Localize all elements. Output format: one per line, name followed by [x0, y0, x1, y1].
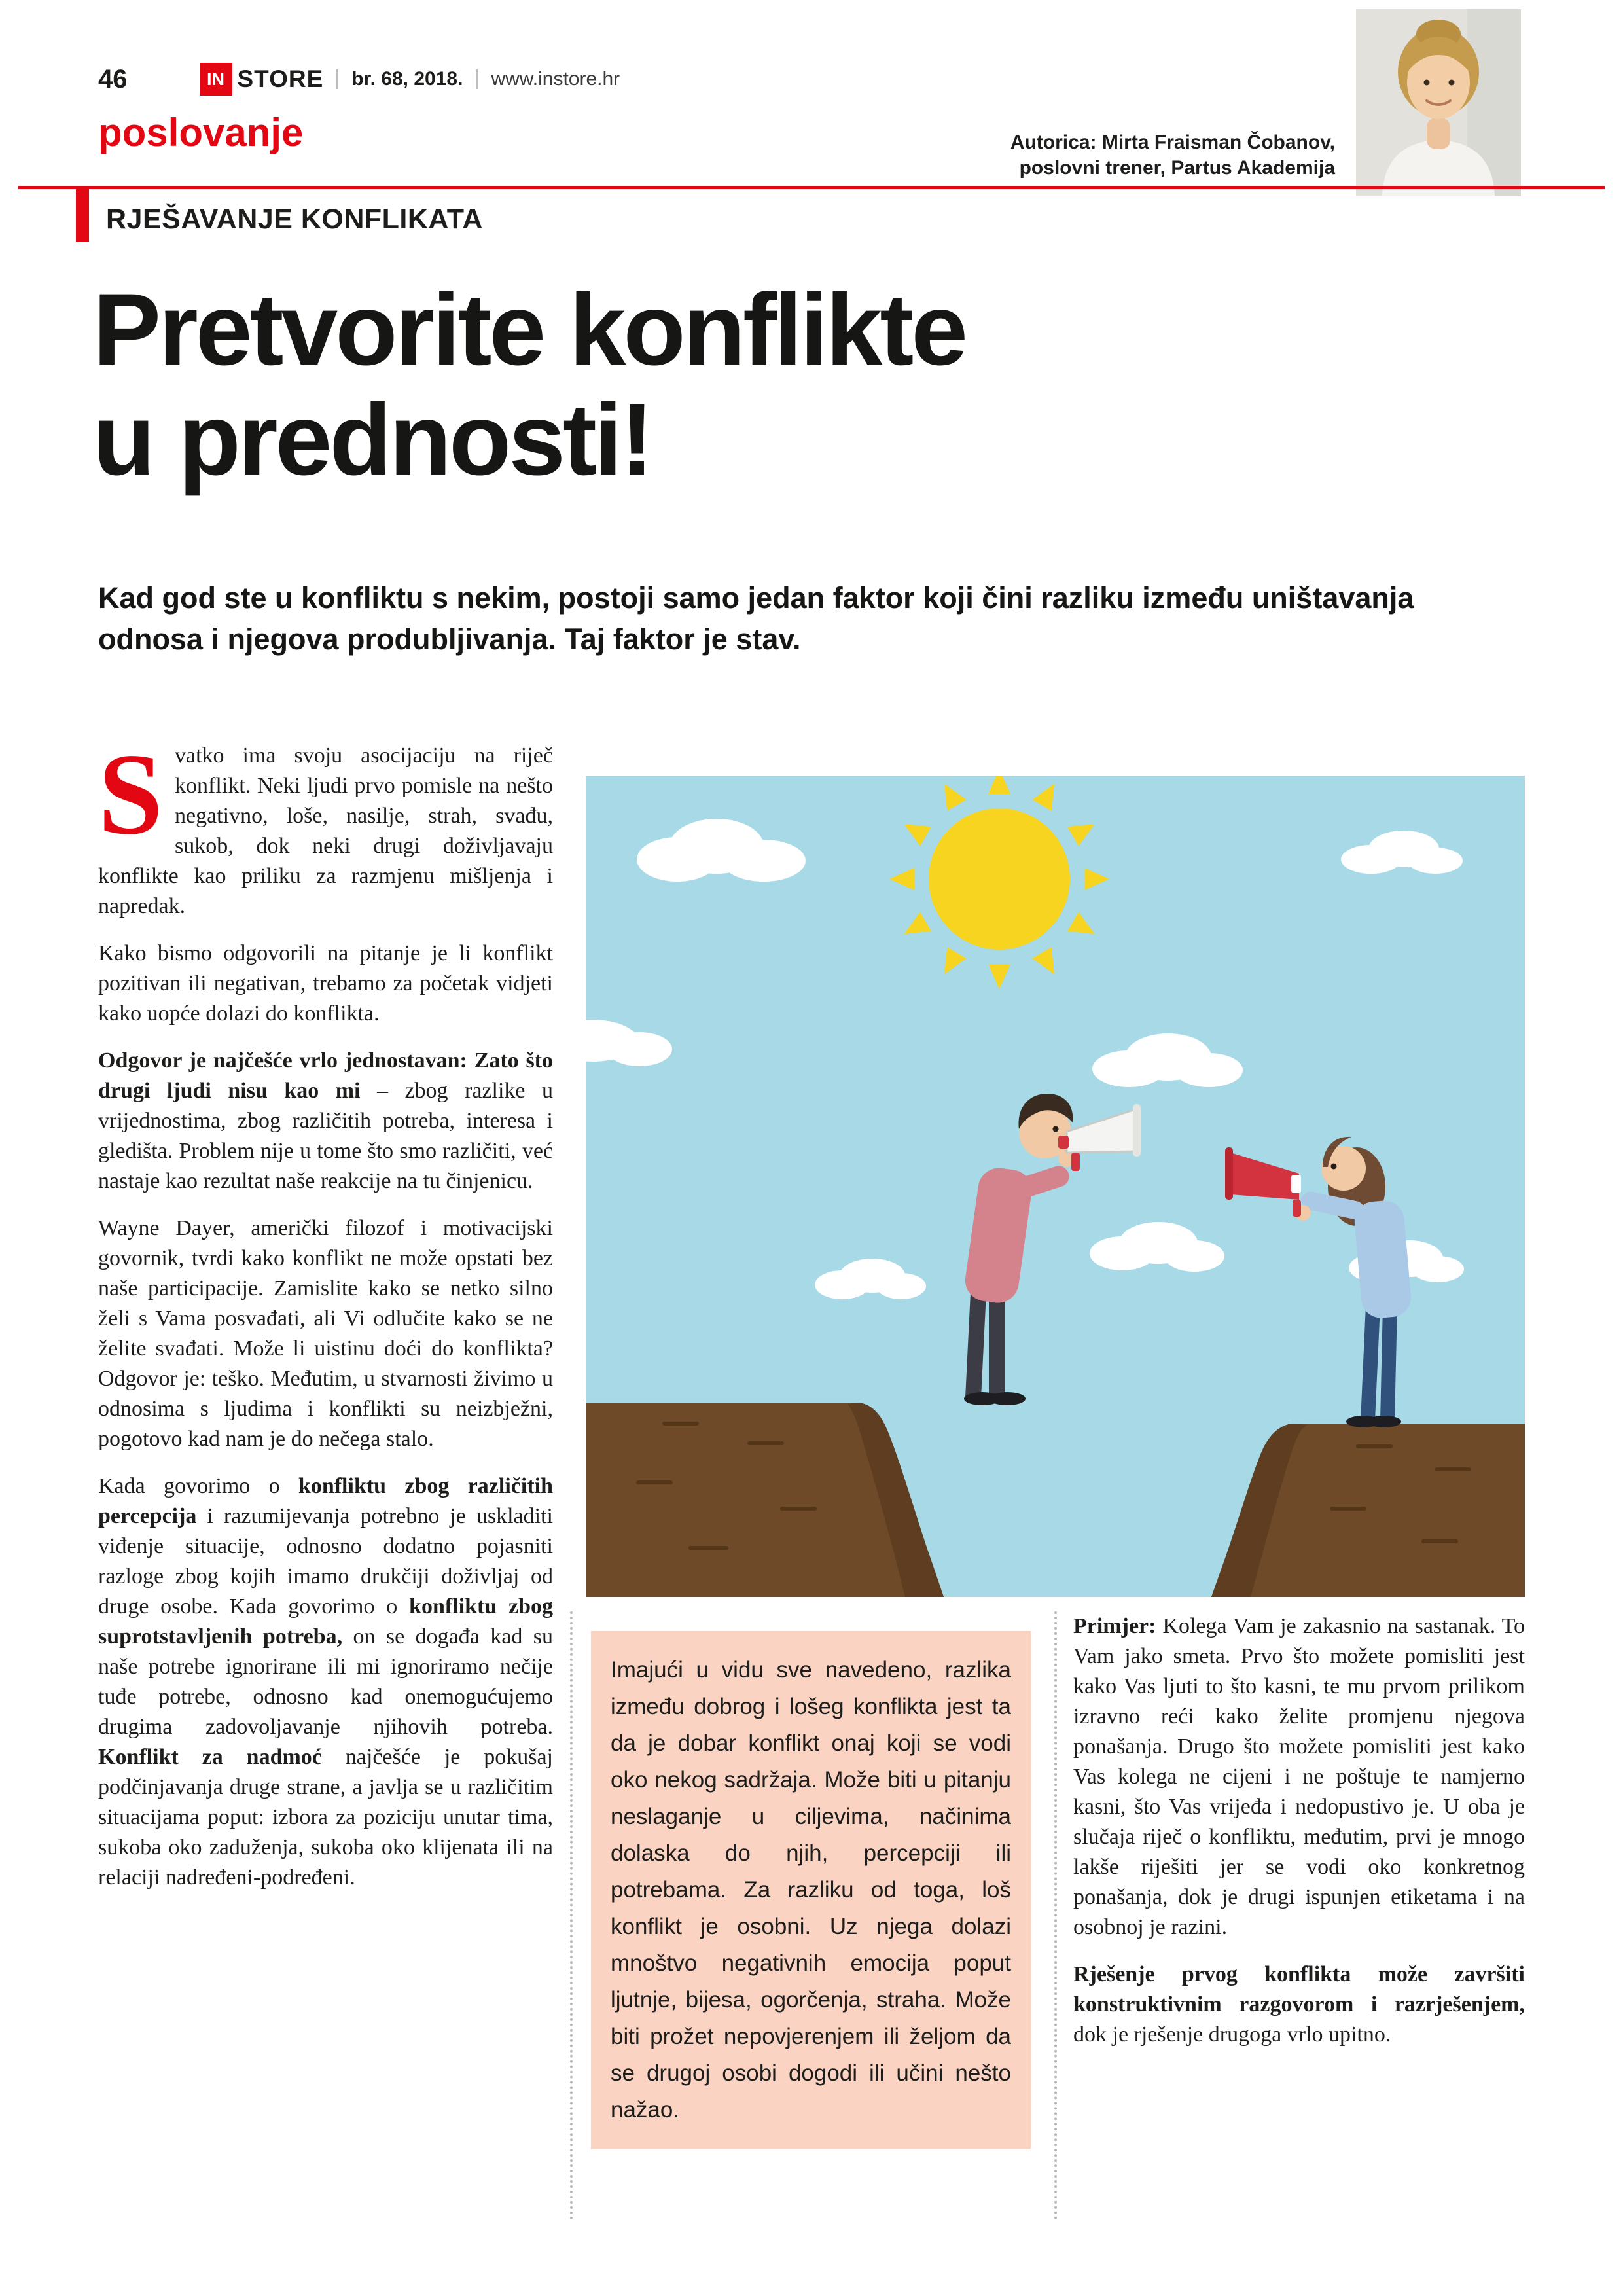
- headline-line-1: Pretvorite konflikte: [93, 273, 966, 387]
- kicker: [76, 189, 483, 242]
- page-number: 46: [98, 64, 128, 94]
- column-divider: [1054, 1611, 1057, 2220]
- paragraph-2: Kako bismo odgovorili na pitanje je li konflikt pozitivan ili negativan, trebamo za početak vidjeti kako uopće dolazi do konflikta.: [98, 941, 553, 1026]
- article-lead: Kad god ste u konfliktu s nekim, postoji samo jedan faktor koji čini razliku između uništavanja odnosa i njegova produbljivanja. Taj faktor je stav.: [98, 581, 1414, 656]
- issue-number: br. 68, 2018.: [351, 68, 463, 90]
- website-url: www.instore.hr: [491, 68, 620, 90]
- article-column-1: [98, 729, 554, 1910]
- conflict-illustration: [586, 776, 1525, 1597]
- drop-cap: S: [98, 729, 163, 859]
- author-role: poslovni trener, Partus Akademija: [1019, 157, 1335, 179]
- paragraph-3: Odgovor je najčešće vrlo jednostavan: Zato što drugi ljudi nisu kao mi – zbog razlike u vrijednostima, zbog različitih potreba, interesa i gledišta. Problem nije u tome što smo različiti, već nastaje kao rezultat naše reakcije na tu činjenicu.: [98, 1049, 554, 1193]
- paragraph-4: Wayne Dayer, američki filozof i motivacijski govornik, tvrdi kako konflikt ne može opstati bez naše participacije. Zamislite kako se netko silno želi s Vama posvađati, ali Vi odlučite kako se ne želite svađati. Može li uistinu doći do konflikta? Odgovor je: teško. Međutim, u stvarnosti živimo u odnosima s ljudima i konflikti su neizbježni, pogotovo kad nam je do nečega stalo.: [98, 1216, 553, 1451]
- conflict-illustration-graphic: [586, 776, 1525, 1597]
- instore-logo-text: STORE: [237, 65, 324, 92]
- conclusion-paragraph: Rješenje prvog konflikta može završiti konstruktivnim razgovorom i razrješenjem, dok je rješenje drugoga vrlo upitno.: [1073, 1962, 1525, 2047]
- masthead-divider: [476, 69, 478, 89]
- example-paragraph: Primjer: Kolega Vam je zakasnio na sastanak. To Vam jako smeta. Prvo što možete pomisliti jest kako Vas ljuti to što kasni, te mu prvom prilikom izravno reći kako želite promjenu njegova ponašanja. Drugo što možete pomisliti jest kako Vas kolega ne cijeni i ne poštuje te namjerno kasni, što Vas vrijeđa i nedopustivo je. U oba je slučaja riječ o konfliktu, međutim, prvi je mnogo lakše riješiti jer se vodi oko konkretnog ponašanja, dok je drugi ispunjen etiketama i na osobnoj je razini.: [1073, 1614, 1525, 1939]
- masthead-divider: [336, 69, 338, 89]
- headline-line-2: u prednosti!: [93, 383, 652, 497]
- author-name: Autorica: Mirta Fraisman Čobanov,: [1010, 132, 1335, 153]
- article-headline: [93, 275, 965, 495]
- author-photo: [1356, 9, 1521, 196]
- author-photo-graphic: [1356, 9, 1521, 196]
- masthead: [98, 63, 620, 96]
- paragraph-5: Kada govorimo o konfliktu zbog različitih percepcija i razumijevanja potrebno je uskladiti viđenje situacije, odnosno dodatno pojasniti razloge zbog kojih imamo drukčiji doživljaj od druge osobe. Kada govorimo o konfliktu zbog suprotstavljenih potreba, on se događa kad su naše potrebe ignorirane ili mi ignoriramo nečije tuđe potrebe, odnosno kad onemogućujemo drugima zadovoljavanje njihovih potreba. Konflikt za nadmoć najčešće je pokušaj podčinjavanja druge strane, a javlja se u različitim situacijama poput: izbora za poziciju unutar tima, sukoba oko zaduženja, sukoba oko klijenata ili na relaciji nadređeni-podređeni.: [98, 1474, 554, 1890]
- column-divider: [570, 1611, 573, 2220]
- kicker-bar: [76, 189, 89, 242]
- paragraph-1: [98, 729, 553, 922]
- paragraph-1-text: vatko ima svoju asocijaciju na riječ konflikt. Neki ljudi prvo pomisle na nešto negativno, loše, nasilje, strah, svađu, sukob, dok neki drugi doživljavaju konflikte kao priliku za razmjenu mišljenja i napredak.: [98, 744, 553, 918]
- instore-logo: [200, 63, 324, 96]
- section-title: poslovanje: [98, 111, 304, 154]
- author-credit: [1010, 130, 1335, 181]
- article-kicker: RJEŠAVANJE KONFLIKATA: [106, 204, 483, 235]
- instore-logo-mark: IN: [200, 63, 232, 96]
- article-column-3: [1073, 1611, 1525, 2067]
- highlight-box: Imajući u vidu sve navedeno, razlika između dobrog i lošeg konflikta jest ta da je dobar konflikt onaj koji se vodi oko nekog sadržaja. Može biti u pitanju neslaganje u ciljevima, načinima dolaska do njih, percepciji ili potrebama. Za razliku od toga, loš konflikt je osobni. Uz njega dolazi mnoštvo negativnih emocija poput ljutnje, bijesa, ogorčenja, straha. Može biti prožet nepovjerenjem ili željom da se drugoj osobi dogodi ili učini nešto nažao.: [591, 1631, 1031, 2149]
